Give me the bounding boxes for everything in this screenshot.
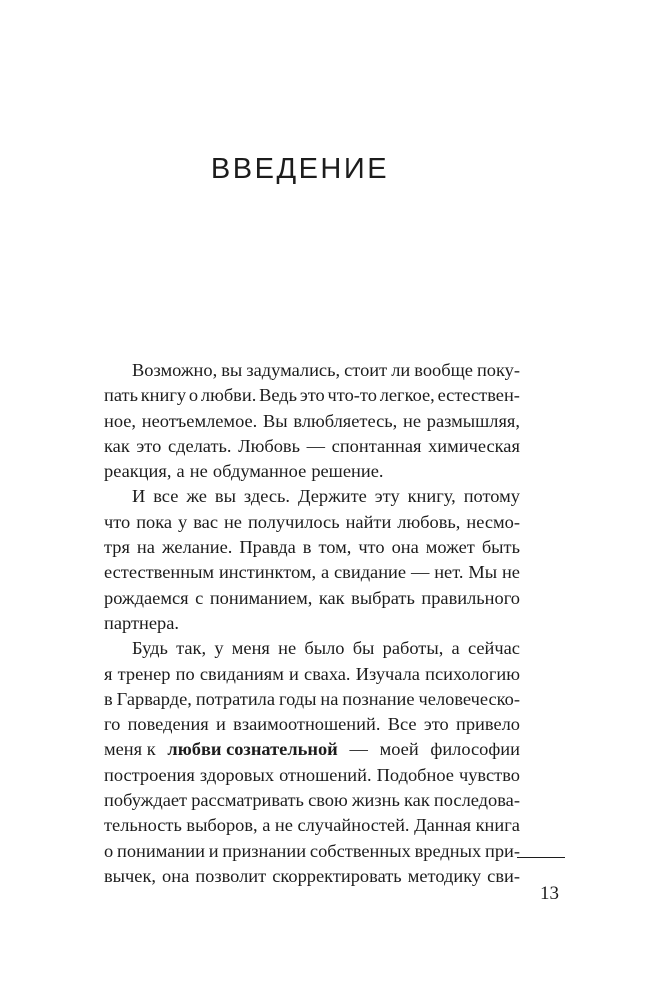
word: любви.	[200, 385, 257, 406]
word: найти	[345, 511, 392, 532]
word: в	[302, 537, 312, 558]
word: вы	[221, 360, 243, 380]
word: это	[136, 435, 162, 456]
word: это	[423, 714, 449, 735]
word: человеческо-	[418, 688, 520, 709]
word: Держите	[297, 486, 367, 507]
word: это	[299, 385, 325, 406]
word: тельность	[104, 815, 182, 836]
word: позволит	[195, 865, 267, 886]
text-line	[104, 484, 520, 509]
word: выбрать	[351, 587, 415, 608]
word: что	[358, 537, 385, 558]
word: го	[104, 714, 121, 735]
word: было	[304, 638, 345, 659]
word: методику	[407, 865, 482, 886]
word: работы,	[382, 638, 444, 659]
text-line	[104, 687, 520, 712]
word: нет.	[434, 562, 464, 583]
word: Правда	[239, 537, 296, 558]
text-line	[104, 434, 520, 459]
word: сейчас	[467, 638, 520, 659]
word: скорректировать	[272, 865, 402, 886]
word: так,	[176, 638, 207, 659]
text-line	[104, 788, 520, 813]
bold-phrase: любви сознательной	[167, 739, 338, 760]
page-number: 13	[540, 883, 559, 904]
word: свидание	[334, 562, 407, 583]
word: желание.	[161, 537, 233, 558]
word: и	[208, 840, 219, 861]
word: том,	[318, 537, 352, 558]
word: отношений.	[279, 764, 372, 785]
word: вас	[193, 511, 218, 532]
paragraph-3	[104, 636, 520, 889]
word: здоровых	[199, 764, 275, 785]
body-text	[104, 358, 520, 889]
word: о	[188, 385, 199, 406]
word: получилось	[247, 511, 340, 532]
word: выборов,	[186, 815, 258, 836]
word: и	[289, 663, 299, 684]
word: взаимоотношений.	[233, 714, 381, 735]
word: же	[186, 486, 207, 507]
chapter-title: ВВЕДЕНИЕ	[210, 153, 390, 185]
word: я	[104, 663, 113, 684]
word: бы	[352, 638, 375, 659]
word: правильного	[421, 587, 520, 608]
word: тря	[104, 537, 130, 558]
word: размышляя,	[426, 410, 520, 431]
word: чувство	[458, 764, 520, 785]
word: что-то	[327, 385, 377, 406]
word: познание	[342, 688, 415, 709]
word: тренер	[117, 663, 171, 684]
word: на	[136, 537, 155, 558]
word: привело	[456, 714, 520, 735]
word: может	[425, 537, 475, 558]
text-fragment: меня к	[104, 739, 156, 760]
paragraph-1	[104, 358, 520, 484]
text-line	[104, 586, 520, 611]
word: Ведь	[259, 385, 298, 406]
word: меня	[231, 638, 270, 659]
footer-rule	[517, 857, 565, 858]
word: что	[104, 511, 131, 532]
word: И	[132, 486, 146, 507]
word: сви-	[487, 865, 520, 886]
word: задумались,	[246, 360, 341, 380]
word: она	[391, 537, 419, 558]
word: вообще	[414, 360, 473, 380]
word: влюбляетесь,	[293, 410, 398, 431]
word: здесь.	[243, 486, 290, 507]
word: поку-	[476, 360, 520, 380]
word: химическая	[428, 435, 520, 456]
word: ли	[391, 360, 411, 380]
word: Подобное	[376, 764, 454, 785]
text-line: реакция, а не обдуманное решение.	[104, 461, 384, 482]
word: Все	[387, 714, 417, 735]
word: любовь,	[397, 511, 461, 532]
word: не	[274, 815, 293, 836]
word: как	[318, 587, 345, 608]
word: Мы	[468, 562, 498, 583]
word: как	[404, 790, 430, 811]
text-line	[104, 813, 520, 838]
word: быть	[481, 537, 520, 558]
word: собственных	[309, 840, 411, 861]
word: все	[153, 486, 179, 507]
word: свою	[308, 790, 348, 811]
word: не	[403, 410, 422, 431]
word: рождаемся	[104, 587, 189, 608]
word: пать	[104, 385, 138, 406]
word: Изучала	[355, 663, 420, 684]
text-line	[104, 510, 520, 535]
word: а	[320, 562, 330, 583]
word: случайностей.	[297, 815, 410, 836]
text-line	[104, 636, 520, 661]
text-line	[104, 535, 520, 560]
word: естествен-	[437, 385, 520, 406]
word: у	[178, 511, 188, 532]
word: пока	[136, 511, 173, 532]
text-line: партнера.	[104, 612, 179, 633]
word: стоит	[344, 360, 388, 380]
paragraph-2	[104, 484, 520, 636]
word: не	[501, 562, 520, 583]
word: рассматривать	[191, 790, 304, 811]
word: побуждает	[104, 790, 188, 811]
word: вредных	[414, 840, 482, 861]
text-line	[104, 358, 520, 383]
word: несмо-	[466, 511, 520, 532]
word: а	[262, 815, 271, 836]
word: легкое,	[379, 385, 435, 406]
word: вы	[214, 486, 236, 507]
word: и	[216, 714, 226, 735]
word: с	[195, 587, 204, 608]
word: книгу	[140, 385, 187, 406]
word: сделать.	[167, 435, 232, 456]
word: неотъемлемое.	[141, 410, 258, 431]
word: Вы	[263, 410, 288, 431]
word: а	[451, 638, 460, 659]
word: психологию	[425, 663, 520, 684]
word: поведения	[127, 714, 209, 735]
word: на	[320, 688, 339, 709]
word: по	[175, 663, 195, 684]
word: Возможно,	[132, 360, 218, 380]
word: книгу,	[407, 486, 456, 507]
text-line-with-bold	[104, 737, 520, 762]
word: не	[278, 638, 297, 659]
word: признании	[222, 840, 307, 861]
word: у	[214, 638, 224, 659]
word: последова-	[433, 790, 520, 811]
word: жизнь	[351, 790, 400, 811]
word: построения	[104, 764, 195, 785]
word: в	[104, 688, 113, 709]
word: моей	[379, 739, 419, 760]
word: Гарварде,	[116, 688, 192, 709]
text-line	[104, 763, 520, 788]
word: вычек,	[104, 865, 156, 886]
word: Будь	[132, 638, 168, 659]
word: потратила	[195, 688, 276, 709]
text-line	[104, 839, 520, 864]
word: эту	[374, 486, 400, 507]
word: ное,	[104, 410, 137, 431]
text-line	[104, 409, 520, 434]
text-line	[104, 383, 520, 408]
text-line	[104, 560, 520, 585]
word: понимании	[117, 840, 205, 861]
word: свиданиям	[199, 663, 284, 684]
word: о	[104, 840, 114, 861]
word: естественным	[104, 562, 215, 583]
word: пониманием,	[209, 587, 313, 608]
word: спонтанная	[331, 435, 422, 456]
text-line	[104, 712, 520, 737]
word: книга	[475, 815, 520, 836]
word: она	[162, 865, 190, 886]
word: сваха.	[304, 663, 351, 684]
word: —	[306, 435, 326, 456]
word: Данная	[414, 815, 472, 836]
text-line	[104, 864, 520, 889]
word: при-	[484, 840, 520, 861]
word: годы	[278, 688, 317, 709]
word: философии	[430, 739, 520, 760]
word: —	[349, 739, 368, 760]
word: как	[104, 435, 130, 456]
word: инстинктом,	[218, 562, 317, 583]
word: потому	[463, 486, 520, 507]
word: —	[410, 562, 430, 583]
text-line	[104, 662, 520, 687]
word: не	[223, 511, 242, 532]
word: Любовь	[238, 435, 300, 456]
